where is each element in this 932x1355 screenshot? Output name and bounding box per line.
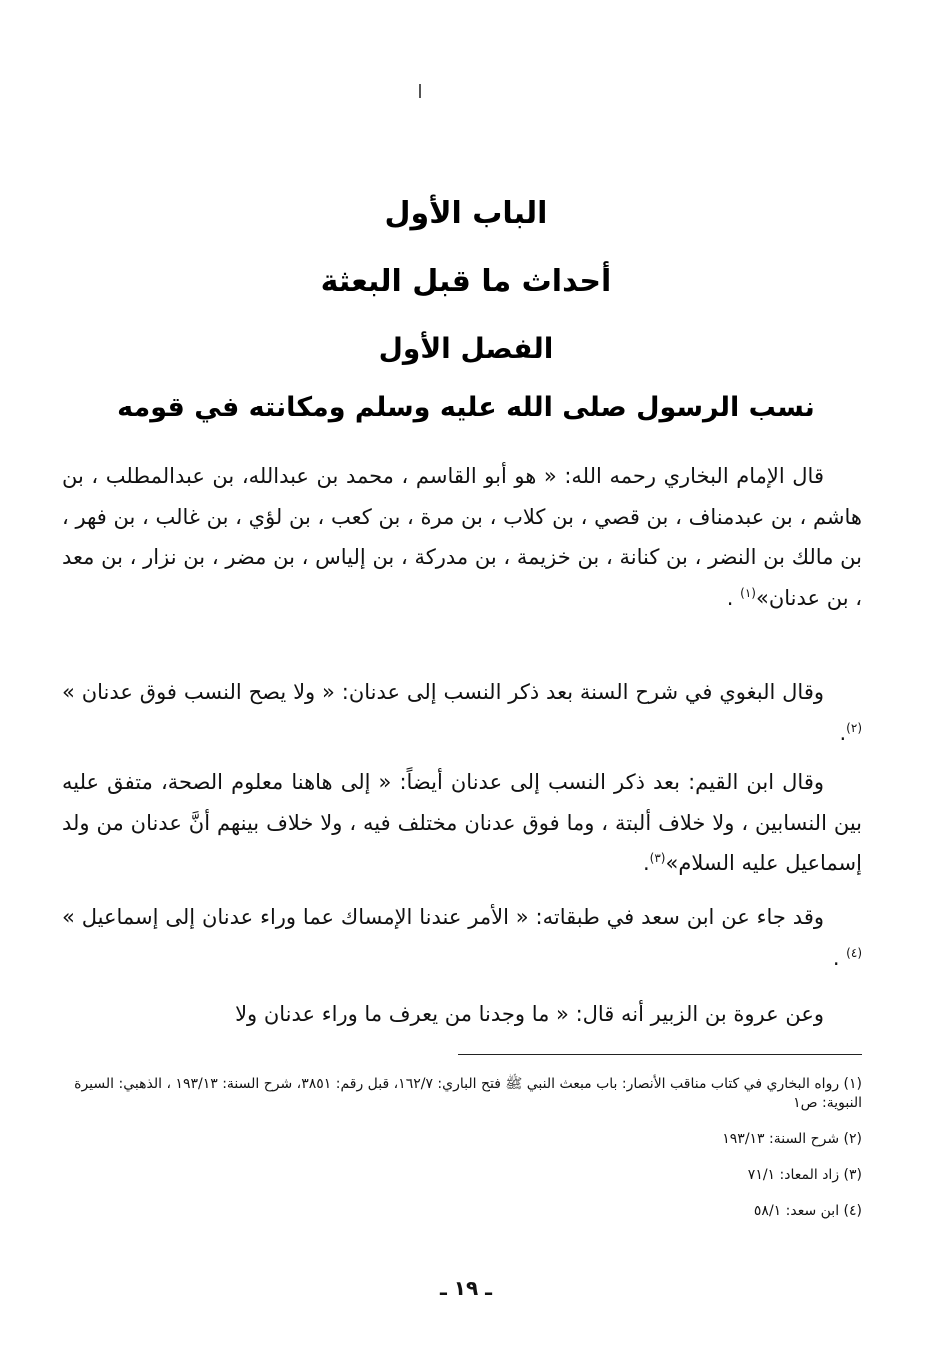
- section-subtitle: نسب الرسول صلى الله عليه وسلم ومكانته في قومه: [117, 392, 815, 423]
- paragraph-baghawi: [62, 672, 862, 753]
- paragraph-ibn-qayyim: [62, 762, 862, 884]
- paragraph-text: قال الإمام البخاري رحمه الله: « هو أبو القاسم ، محمد بن عبدالله، بن عبدالمطلب ، بن هاشم ، بن عبدمناف ، بن قصي ، بن كلاب ، بن مرة ، بن كعب ، بن لؤي ، بن غالب ، بن فهر ، بن مالك بن النضر ، بن كنانة ، بن خزيمة ، بن مدركة ، بن إلياس ، بن مضر ، بن نزار ، بن معد ، بن عدنان»: [62, 464, 862, 610]
- footnote-2: (٢) شرح السنة: ١٩٣/١٣: [722, 1131, 862, 1147]
- paragraph-text: وعن عروة بن الزبير أنه قال: « ما وجدنا من يعرف ما وراء عدنان ولا: [235, 1002, 824, 1026]
- paragraph-end: .: [832, 945, 847, 970]
- footnote-ref: (١): [740, 585, 756, 600]
- scan-mark: [419, 84, 421, 98]
- paragraph-urwa: [62, 994, 862, 1035]
- paragraph-lineage: [62, 456, 862, 618]
- paragraph-text: وقد جاء عن ابن سعد في طبقاته: « الأمر عندنا الإمساك عما وراء عدنان إلى إسماعيل »: [62, 905, 824, 929]
- footnote-ref: (٣): [649, 851, 666, 865]
- chapter-title: الباب الأول: [384, 196, 548, 231]
- footnote-1: (١) رواه البخاري في كتاب مناقب الأنصار: باب مبعث النبي ﷺ فتح الباري: ١٦٢/٧، قبل رقم: ٣٨٥١، شرح السنة: ١٩٣/١٣ ، الذهبي: السيرة النبوية: ص١: [74, 1076, 862, 1111]
- section-title: الفصل الأول: [378, 332, 554, 365]
- footnote-divider: [458, 1054, 862, 1055]
- paragraph-text: وقال ابن القيم: بعد ذكر النسب إلى عدنان أيضاً: « إلى هاهنا معلوم الصحة، متفق عليه بين النسابين ، ولا خلاف ألبتة ، وما فوق عدنان مختلف فيه ، ولا خلاف بينهم أنَّ عدنان من ولد إسماعيل عليه السلام»: [62, 770, 862, 875]
- paragraph-end: .: [642, 851, 650, 875]
- footnote-ref: (٤): [846, 945, 862, 960]
- page-number: ـ ١٩ ـ: [439, 1276, 493, 1300]
- footnote-4: (٤) ابن سعد: ٥٨/١: [753, 1203, 862, 1219]
- footnote-ref: (٢): [846, 720, 862, 735]
- chapter-subtitle: أحداث ما قبل البعثة: [320, 264, 612, 299]
- paragraph-ibn-saad: [62, 897, 862, 978]
- footnote-3: (٣) زاد المعاد: ٧١/١: [747, 1167, 862, 1183]
- footnotes: [62, 1075, 862, 1238]
- paragraph-end: .: [839, 720, 847, 745]
- paragraph-text: وقال البغوي في شرح السنة بعد ذكر النسب إلى عدنان: « ولا يصح النسب فوق عدنان »: [62, 680, 824, 704]
- paragraph-end: .: [726, 585, 741, 610]
